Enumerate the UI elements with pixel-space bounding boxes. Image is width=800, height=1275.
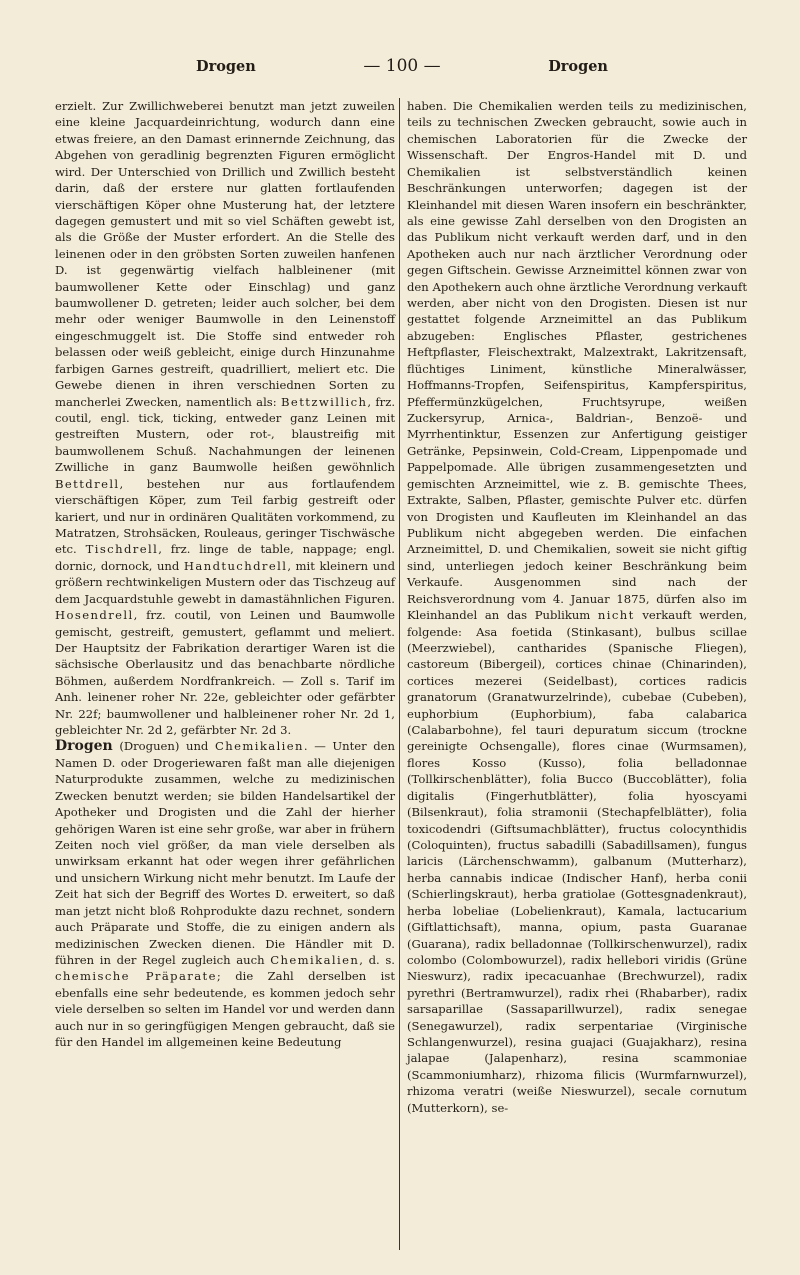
- page-header: [196, 56, 608, 80]
- term-hosendrell: Hosendrell: [55, 608, 134, 623]
- header-left-keyword: Drogen: [196, 58, 256, 75]
- text-run: (Droguen) und: [112, 739, 209, 754]
- drillich-paragraph: [55, 98, 395, 738]
- right-column: [407, 98, 747, 1116]
- text-run: ; die Zahl derselben ist ebenfalls eine sehr bedeutende, es kommen jedoch sehr viele derselben so selten im Handel vor und werden dann auch nur in so geringfügigen Mengen gebraucht, daß sie für den Handel im allgemeinen keine Bedeutung: [55, 969, 395, 1050]
- text-run: erzielt. Zur Zwillichweberei benutzt man jetzt zuweilen eine kleine Jacquardeinrichtung, wodurch dann eine etwas freiere, an den Damast erinnernde Zeichnung, das Abgehen von geradlinig begrenzten Figuren ermöglicht wird. Der Unterschied von Drillich und Zwillich besteht darin, daß der erstere nur glatten fortlaufenden vierschäftigen Köper ohne Musterung hat, der letztere dagegen gemustert und mit so viel Schäften gewebt ist, als die Größe der Muster erfordert. An die Stelle des leinenen oder in den gröbsten Sorten zuweilen hanfenen D. ist gegenwärtig vielfach halbleinener (mit baumwollener Kette oder Einschlag) und ganz baumwollener D. getreten; leider auch solcher, bei dem mehr oder weniger Baumwolle in den Leinenstoff eingeschmuggelt ist. Die Stoffe sind entweder roh belassen oder weiß gebleicht, einige durch Hinzunahme farbigen Garnes gestreift, quadrilliert, meliert etc. Die Gewebe dienen in ihren verschiednen Sorten zu mancherlei Zwecken, namentlich als:: [55, 99, 395, 409]
- text-run: , d. s.: [359, 952, 395, 967]
- text-run: , frz. coutil, engl. tick, ticking, entweder ganz Leinen mit gestreiften Mustern, oder rot-, blaustreifig mit baumwollenem Schuß. Nachahmungen der leinenen Zwilliche in ganz Baumwolle heißen gewöhnlich: [55, 394, 396, 475]
- page-number: — 100 —: [363, 56, 441, 76]
- header-right-keyword: Drogen: [548, 58, 608, 75]
- entry-term-chemikalien: Chemikalien: [214, 739, 304, 754]
- text-run: , frz. coutil, von Leinen und Baumwolle gemischt, gestreift, gemustert, geflammt und meliert. Der Hauptsitz der Fabrikation derartiger Waren ist die sächsische Oberlausitz und das benachbarte nördliche Böhmen, außerdem Nordfrankreich. — Zoll s. Tarif im Anh. leinener roher Nr. 22e, gebleichter oder gefärbter Nr. 22f; baumwollener und halbleinener roher Nr. 2d 1, gebleichter Nr. 2d 2, gefärbter Nr. 2d 3.: [55, 608, 395, 738]
- text-run: haben. Die Chemikalien werden teils zu medizinischen, teils zu technischen Zwecken gebraucht, sowie auch in chemischen Laboratorien für die Zwecke der Wissenschaft. Der Engros-Handel mit D. und Chemikalien ist selbstverständlich keinen Beschränkungen unterworfen; dagegen ist der Kleinhandel mit diesen Waren insofern ein beschränkter, als eine gewisse Zahl derselben von den Drogisten an das Publikum nicht verkauft werden darf, und in den Apotheken auch nur nach ärztlicher Verordnung oder gegen Giftschein. Gewisse Arzneimittel können zwar von den Apothekern auch ohne ärztliche Verordnung verkauft werden, aber nicht von den Drogisten. Diesen ist nur gestattet folgende Arzneimittel an das Publikum abzugeben: Englisches Pflaster, gestrichenes Heftpflaster, Fleischextrakt, Malzextrakt, Lakritzensaft, flüchtiges Liniment, künstliche Mineralwässer, Hoffmanns-Tropfen, Seifenspiritus, Kampferspiritus, Pfeffermünzkügelchen, Fruchtsyrupe, weißen Zuckersyrup, Arnica-, Baldrian-, Benzoë- und Myrrhentinktur, Essenzen zur Anfertigung geistiger Getränke, Pepsinwein, Cold-Cream, Lippenpomade und Pappelpomade. Alle übrigen zusammengesetzten und gemischten Arzneimittel, wie z. B. gemischte Thees, Extrakte, Salben, Pflaster, gemischte Pulver etc. dürfen von Drogisten und Kaufleuten im Kleinhandel an das Publikum nicht abgegeben werden. Die einfachen Arzneimittel, D. und Chemikalien, soweit sie nicht giftig sind, unterliegen jedoch keiner Beschränkung beim Verkaufe. Ausgenommen sind nach der Reichsverordnung vom 4. Januar 1875, dürfen also im Kleinhandel an das Publikum: [407, 99, 747, 623]
- term-bettzwillich: Bettzwillich: [281, 394, 368, 409]
- term-tischdrell: Tischdrell: [85, 542, 159, 557]
- column-divider: [399, 98, 400, 1250]
- text-run: , mit kleinern und größern rechtwinkeligen Mustern oder das Tischzeug auf dem Jacquardstuhle gewebt in damastähnlichen Figuren.: [55, 558, 395, 606]
- text-run: . — Unter den Namen D. oder Drogeriewaren faßt man alle diejenigen Naturprodukte zusammen, welche zu medizinischen Zwecken benutzt werden; sie bilden Handelsartikel der Apotheker und Drogisten und die Zahl der hierher gehörigen Waren ist eine sehr große, war aber in frühern Zeiten noch viel größer, da man viele derselben als unwirksam erkannt hat oder wegen ihrer gefährlichen und unsichern Wirkung nicht mehr benutzt. Im Laufe der Zeit hat sich der Begriff des Wortes D. erweitert, so daß man jetzt nicht bloß Rohprodukte dazu rechnet, sondern auch Präparate und Stoffe, die zu einigen andern als medizinischen Zwecken dienen. Die Händler mit D. führen in der Regel zugleich auch: [55, 739, 396, 967]
- drogen-entry: [55, 738, 395, 1050]
- term-nicht: nicht: [597, 608, 635, 623]
- text-run: , bestehen nur aus fortlaufendem vierschäftigen Köper, zum Teil farbig gestreift oder kariert, und nur in ordinären Qualitäten vorkommend, zu Matratzen, Strohsäcken, Rouleaus, geringer Tischwäsche etc.: [55, 476, 395, 557]
- entry-title: Drogen: [55, 738, 113, 755]
- drogen-entry-continued: [407, 98, 747, 1116]
- text-run: verkauft werden, folgende: Asa foetida (Stinkasant), bulbus scillae (Meerzwiebel), cantharides (Spanische Fliegen), castoreum (Bibergeil), cortices chinae (Chinarinden), cortices mezerei (Seidelbast), cortices radicis granatorum (Granatwurzelrinde), cubebae (Cubeben), euphorbium (Euphorbium), faba calabarica (Calabarbohne), fel tauri depuratum siccum (trockne gereinigte Ochsengalle), flores cinae (Wurmsamen), flores Kosso (Kusso), folia belladonnae (Tollkirschenblätter), folia Bucco (Buccoblätter), folia digitalis (Fingerhutblätter), folia hyoscyami (Bilsenkraut), folia stramonii (Stechapfelblätter), folia toxicodendri (Giftsumachblätter), fructus colocynthidis (Coloquinten), fructus sabadilli (Sabadillsamen), fungus laricis (Lärchenschwamm), galbanum (Mutterharz), herba cannabis indicae (Indischer Hanf), herba conii (Schierlingskraut), herba gratiolae (Gottesgnadenkraut), herba lobeliae (Lobelienkraut), Kamala, lactucarium (Giftlattichsaft), manna, opium, pasta Guaranae (Guarana), radix belladonnae (Tollkirschenwurzel), radix colombo (Colombowurzel), radix hellebori viridis (Grüne Nieswurz), radix ipecacuanhae (Brechwurzel), radix pyrethri (Bertramwurzel), radix rhei (Rhabarber), radix sarsaparillae (Sassaparillwurzel), radix senegae (Senegawurzel), radix serpentariae (Virginische Schlangenwurzel), resina guajaci (Guajakharz), resina jalapae (Jalapenharz), resina scammoniae (Scammoniumharz), rhizoma filicis (Wurmfarnwurzel), rhizoma veratri (weiße Nieswurzel), secale cornutum (Mutterkorn), se-: [407, 608, 747, 1115]
- term-handtuchdrell: Handtuchdrell: [183, 558, 288, 573]
- text-run: , frz. linge de table, nappage; engl. dornic, dornock, und: [55, 542, 395, 573]
- term-chemikalien: Chemikalien: [270, 952, 360, 967]
- term-chemische-praeparate: chemische Präparate: [55, 969, 217, 984]
- left-column: [55, 98, 395, 1050]
- term-bettdrell: Bettdrell: [55, 476, 120, 491]
